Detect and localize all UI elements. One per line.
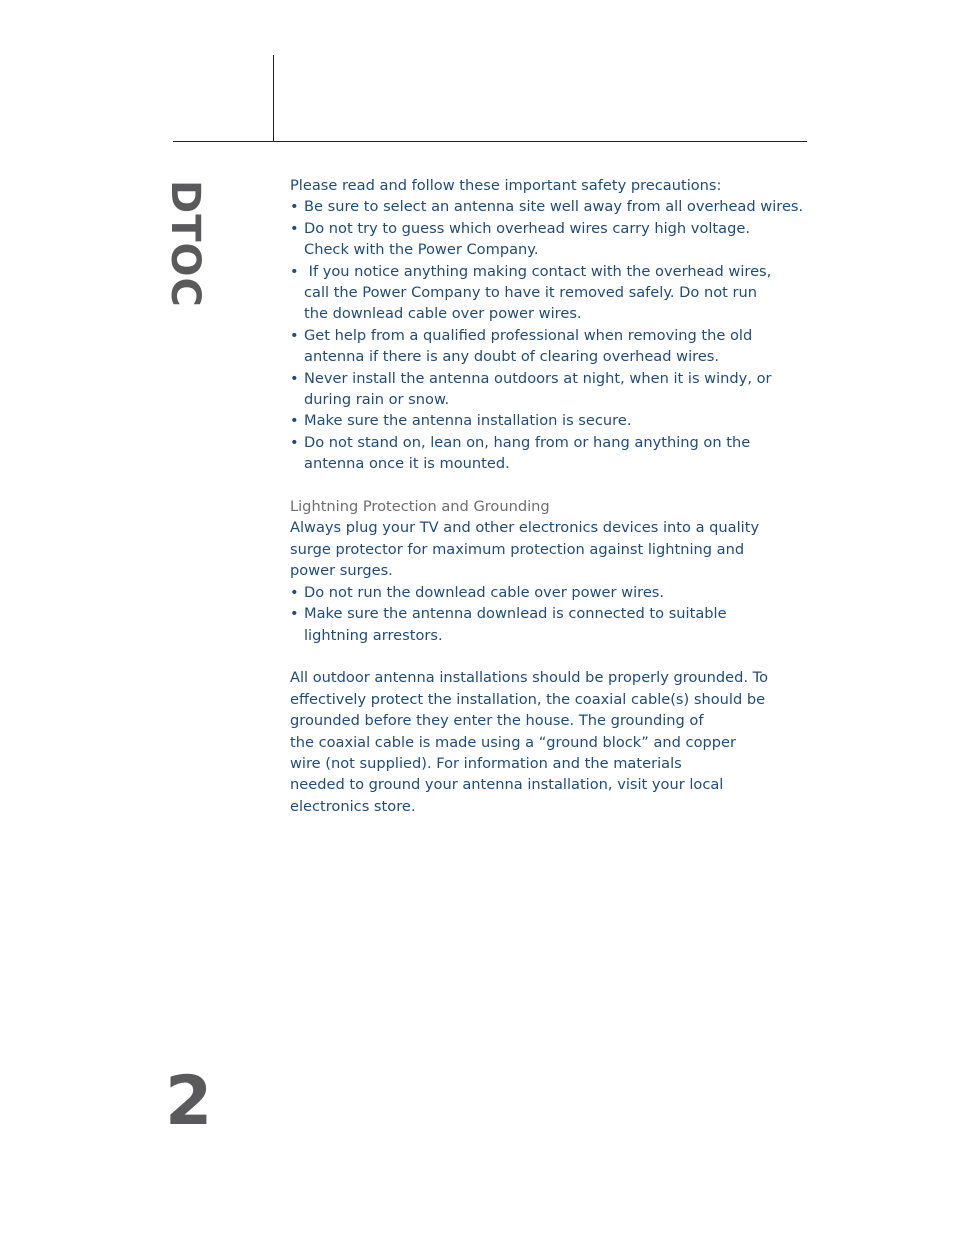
header-horizontal-rule: [173, 141, 807, 142]
safety-item: [290, 410, 810, 431]
safety-item-line: Do not try to guess which overhead wires carry high voltage.: [304, 219, 750, 237]
bullet-mark: •: [290, 412, 299, 430]
safety-item-line: Never install the antenna outdoors at night, when it is windy, or: [304, 369, 772, 387]
bullet-mark: •: [290, 219, 299, 237]
safety-item: [290, 368, 810, 411]
page-number: 2: [165, 1062, 213, 1141]
grounding-line: effectively protect the installation, the coaxial cable(s) should be: [290, 690, 766, 708]
header-vertical-rule: [273, 55, 274, 141]
bullet-mark: •: [290, 326, 299, 344]
safety-item: [290, 196, 810, 217]
safety-item: [290, 432, 810, 475]
section-spacer: [290, 475, 810, 496]
lightning-intro-line: power surges.: [290, 562, 393, 580]
safety-item-line: call the Power Company to have it removed safely. Do not run: [304, 284, 757, 302]
lightning-item: [290, 582, 810, 603]
safety-item-line: during rain or snow.: [304, 391, 450, 409]
lightning-heading: Lightning Protection and Grounding: [290, 498, 550, 516]
safety-intro: Please read and follow these important safety precautions:: [290, 177, 722, 194]
safety-item-line: antenna if there is any doubt of clearing overhead wires.: [304, 348, 720, 366]
section-spacer: [290, 646, 810, 667]
page-content: [290, 175, 810, 817]
lightning-item: [290, 603, 810, 646]
grounding-line: All outdoor antenna installations should be properly grounded. To: [290, 669, 769, 687]
safety-item-line: If you notice anything making contact with the overhead wires,: [304, 262, 772, 280]
lightning-intro-line: Always plug your TV and other electronics devices into a quality: [290, 519, 760, 537]
grounding-line: the coaxial cable is made using a “ground block” and copper: [290, 733, 736, 751]
safety-item-line: Get help from a qualified professional when removing the old: [304, 326, 753, 344]
lightning-intro-line: surge protector for maximum protection against lightning and: [290, 540, 745, 558]
grounding-line: grounded before they enter the house. The grounding of: [290, 712, 704, 730]
safety-item: [290, 261, 810, 325]
safety-item: [290, 325, 810, 368]
safety-item-line: antenna once it is mounted.: [304, 455, 510, 473]
bullet-mark: •: [290, 262, 299, 280]
safety-item-line: the downlead cable over power wires.: [304, 305, 582, 323]
safety-item-line: Make sure the antenna installation is secure.: [304, 412, 632, 430]
bullet-mark: •: [290, 433, 299, 451]
lightning-item-line: Make sure the antenna downlead is connected to suitable: [304, 605, 727, 623]
grounding-line: electronics store.: [290, 797, 416, 815]
lightning-item-line: Do not run the downlead cable over power wires.: [304, 583, 665, 601]
side-title: DTOC: [162, 180, 208, 308]
grounding-line: needed to ground your antenna installation, visit your local: [290, 776, 724, 794]
bullet-mark: •: [290, 369, 299, 387]
bullet-mark: •: [290, 583, 299, 601]
grounding-line: wire (not supplied). For information and the materials: [290, 754, 682, 772]
bullet-mark: •: [290, 198, 299, 216]
bullet-mark: •: [290, 605, 299, 623]
safety-item: [290, 218, 810, 261]
safety-item-line: Do not stand on, lean on, hang from or hang anything on the: [304, 433, 751, 451]
safety-item-line: Check with the Power Company.: [304, 241, 539, 259]
safety-item-line: Be sure to select an antenna site well away from all overhead wires.: [304, 198, 804, 216]
lightning-item-line: lightning arrestors.: [304, 626, 443, 644]
